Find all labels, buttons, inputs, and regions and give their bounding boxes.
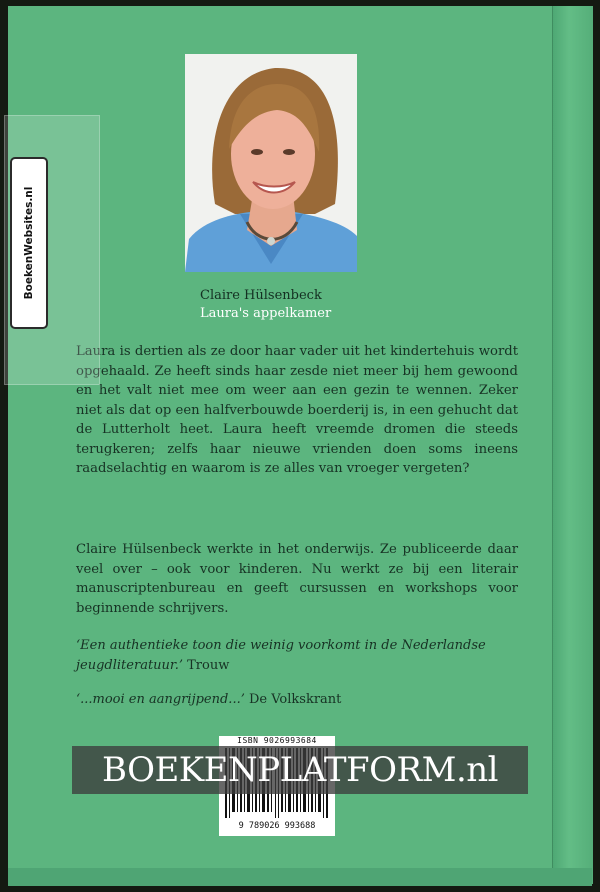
- boekenwebsites-label-text: BoekenWebsites.nl: [23, 186, 35, 300]
- review-quote-volkskrant: [76, 690, 522, 710]
- ean-number: 9 789026 993688: [238, 821, 316, 831]
- boekenwebsites-label[interactable]: [10, 157, 48, 329]
- review-quote-text: ‘Een authentieke toon die weinig voorkomt in de Nederlandse jeugdliteratuur.’: [76, 638, 486, 673]
- review-quote-source: De Volkskrant: [248, 692, 342, 707]
- author-bio-paragraph: Claire Hülsenbeck werkte in het onderwijs. Ze publiceerde daar veel over – ook voor kinderen. Nu werkt ze bij een literair manuscriptenbureau en geeft cursussen en workshops voor beginnende schrijvers.: [76, 542, 518, 616]
- blurb-paragraph: Laura is dertien als ze door haar vader uit het kindertehuis wordt opgehaald. Ze heeft sinds haar zesde niet meer bij hem gewoond en het valt niet mee om weer aan een gezin te wennen. Zeker niet als dat op een halfverbouwde boerderij is, in een gehucht dat de Lutterholt heet. Laura heeft vreemde dromen die steeds terugkeren; zelfs haar nieuwe vrienden doen soms ineens raadselachtig en waarom is ze alles van vroeger vergeten?: [76, 344, 518, 476]
- author-photo: [185, 54, 357, 272]
- book-spine-edge: [552, 6, 593, 884]
- author-portrait-image: [185, 54, 357, 272]
- isbn-label: ISBN 9026993684: [237, 736, 317, 745]
- boekenplatform-watermark: BOEKENPLATFORM.nl: [72, 746, 528, 794]
- review-quote-source: Trouw: [187, 657, 230, 673]
- book-bottom-edge: [8, 868, 592, 886]
- book-title: Laura's appelkamer: [200, 306, 332, 321]
- review-quote-text: ‘...mooi en aangrijpend...’: [76, 692, 245, 707]
- author-name: Claire Hülsenbeck: [200, 288, 322, 303]
- review-quote-trouw: [76, 636, 522, 675]
